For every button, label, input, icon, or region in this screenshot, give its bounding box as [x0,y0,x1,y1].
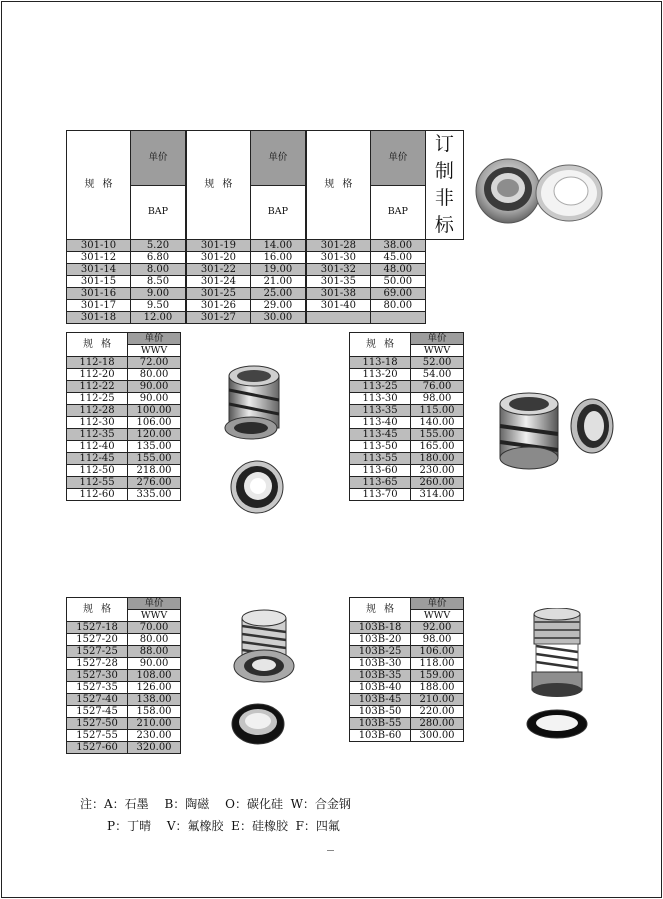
table-row [350,381,464,393]
spec-cell: 301-24 [186,276,250,288]
price-cell: 155.00 [128,453,181,465]
spec-cell: 113-40 [350,417,411,429]
price-cell: 52.00 [411,357,464,369]
price-cell: 210.00 [411,694,464,706]
table-row [350,369,464,381]
price-cell: 260.00 [411,477,464,489]
table-row [67,622,181,634]
spec-cell: 112-50 [67,465,128,477]
spec-header: 规格 [186,131,250,240]
unit-header: BAP [250,185,305,240]
price-table-112 [66,332,181,501]
price-cell: 8.50 [130,276,185,288]
table-row [350,453,464,465]
price-cell: 5.20 [130,240,185,252]
table-row [350,417,464,429]
spec-cell: 113-45 [350,429,411,441]
spec-header: 规格 [306,131,370,240]
spec-cell: 103B-55 [350,718,411,730]
table-row [67,489,181,501]
spec-cell: 1527-25 [67,646,128,658]
price-cell: 30.00 [250,312,305,324]
spec-cell: 301-19 [186,240,250,252]
table-row [350,694,464,706]
table-row [67,417,181,429]
spec-cell: 1527-40 [67,694,128,706]
spec-cell: 113-30 [350,393,411,405]
price-cell: 140.00 [411,417,464,429]
price-cell: 90.00 [128,658,181,670]
spec-cell: 301-18 [67,312,131,324]
spec-cell: 113-50 [350,441,411,453]
table-row [67,477,181,489]
price-header: 单价 [411,333,464,345]
table-row [67,276,464,288]
price-table-1527 [66,597,181,754]
spec-cell: 113-60 [350,465,411,477]
spec-cell: 1527-30 [67,670,128,682]
price-cell: 38.00 [370,240,425,252]
spec-cell: 103B-25 [350,646,411,658]
price-cell: 159.00 [411,670,464,682]
price-cell: 230.00 [128,730,181,742]
price-cell: 106.00 [411,646,464,658]
table-row [350,489,464,501]
price-cell: 155.00 [411,429,464,441]
price-header: 单价 [128,333,181,345]
table-row [350,465,464,477]
spec-cell: 113-55 [350,453,411,465]
price-header: 单价 [130,131,185,186]
price-cell: 276.00 [128,477,181,489]
spec-cell: 1527-35 [67,682,128,694]
spec-cell: 1527-60 [67,742,128,754]
price-cell [370,312,425,324]
seal-112-image [215,360,290,525]
price-cell: 220.00 [411,706,464,718]
seal-1527-image [228,608,303,753]
price-cell: 54.00 [411,369,464,381]
spec-cell: 301-10 [67,240,131,252]
price-cell: 165.00 [411,441,464,453]
spec-cell: 112-35 [67,429,128,441]
spec-cell: 301-35 [306,276,370,288]
table-row [67,429,181,441]
unit-header: BAP [130,185,185,240]
spec-cell: 112-55 [67,477,128,489]
price-cell: 98.00 [411,393,464,405]
spec-cell: 112-22 [67,381,128,393]
spec-cell: 301-16 [67,288,131,300]
spec-cell: 301-30 [306,252,370,264]
spec-cell: 301-15 [67,276,131,288]
material-note-line-2: P：丁晴 V：氟橡胶 E：硅橡胶 F：四氟 [107,819,340,833]
spec-cell: 1527-18 [67,622,128,634]
spec-cell: 103B-20 [350,634,411,646]
price-cell: 98.00 [411,634,464,646]
spec-cell: 301-32 [306,264,370,276]
table-row [67,312,464,324]
spec-cell: 112-45 [67,453,128,465]
table-row [67,240,464,252]
price-cell: 335.00 [128,489,181,501]
table-row [350,682,464,694]
table-row [350,706,464,718]
price-cell: 135.00 [128,441,181,453]
unit-header: WWV [411,345,464,357]
spec-cell: 103B-30 [350,658,411,670]
price-table-103b [349,597,464,742]
table-row [67,357,181,369]
spec-cell: 301-40 [306,300,370,312]
spec-cell: 103B-18 [350,622,411,634]
price-cell: 16.00 [250,252,305,264]
spec-cell: 1527-20 [67,634,128,646]
price-cell: 138.00 [128,694,181,706]
price-cell: 12.00 [130,312,185,324]
spec-cell: 301-14 [67,264,131,276]
price-table-113 [349,332,464,501]
spec-cell: 112-18 [67,357,128,369]
spec-cell: 112-20 [67,369,128,381]
table-row [67,634,181,646]
price-cell: 19.00 [250,264,305,276]
price-cell: 90.00 [128,393,181,405]
table-row [67,465,181,477]
table-row [67,381,181,393]
spec-cell: 103B-50 [350,706,411,718]
price-cell: 6.80 [130,252,185,264]
table-body [67,240,464,324]
price-cell: 100.00 [128,405,181,417]
price-cell: 69.00 [370,288,425,300]
seal-113-image [494,390,619,475]
table-row [350,634,464,646]
price-cell: 106.00 [128,417,181,429]
price-cell: 45.00 [370,252,425,264]
spec-cell [306,312,370,324]
unit-header: WWV [128,345,181,357]
spec-cell: 301-20 [186,252,250,264]
spec-cell: 103B-35 [350,670,411,682]
price-cell: 29.00 [250,300,305,312]
price-cell: 320.00 [128,742,181,754]
price-cell: 108.00 [128,670,181,682]
table-row [350,477,464,489]
price-header: 单价 [128,598,181,610]
price-cell: 25.00 [250,288,305,300]
table-row [67,264,464,276]
price-cell: 8.00 [130,264,185,276]
unit-header: WWV [411,610,464,622]
table-row [67,453,181,465]
spec-cell: 112-30 [67,417,128,429]
material-note-line-1: 注：A：石墨 B：陶磁 O：碳化硅 W：合金钢 [80,797,351,811]
spec-cell: 1527-50 [67,718,128,730]
table-body [350,622,464,742]
price-header: 单价 [250,131,305,186]
spec-cell: 113-25 [350,381,411,393]
table-row [67,682,181,694]
price-cell: 21.00 [250,276,305,288]
table-row [67,718,181,730]
table-row [67,646,181,658]
seal-103b-image [522,608,597,753]
price-cell: 9.00 [130,288,185,300]
page-mark [327,850,334,851]
price-cell: 80.00 [370,300,425,312]
price-cell: 80.00 [128,634,181,646]
table-row [67,300,464,312]
table-row [67,441,181,453]
table-row [350,429,464,441]
spec-cell: 113-18 [350,357,411,369]
table-body [350,357,464,501]
spec-cell: 113-35 [350,405,411,417]
price-cell: 218.00 [128,465,181,477]
spec-cell: 113-65 [350,477,411,489]
table-row [350,405,464,417]
price-cell: 72.00 [128,357,181,369]
custom-order-note: 订 制 非 标 [425,131,463,240]
price-cell: 300.00 [411,730,464,742]
spec-header: 规格 [67,598,128,622]
spec-cell: 301-25 [186,288,250,300]
price-header: 单价 [411,598,464,610]
spec-cell: 112-25 [67,393,128,405]
spec-cell: 103B-40 [350,682,411,694]
table-row [67,288,464,300]
spec-cell: 103B-60 [350,730,411,742]
spec-cell: 1527-55 [67,730,128,742]
table-body [67,357,181,501]
price-cell: 280.00 [411,718,464,730]
spec-header: 规格 [350,333,411,357]
price-table-301 [66,130,464,324]
price-cell: 314.00 [411,489,464,501]
spec-cell: 301-38 [306,288,370,300]
spec-cell: 103B-45 [350,694,411,706]
table-body [67,622,181,754]
spec-cell: 113-70 [350,489,411,501]
table-row [350,658,464,670]
price-cell: 50.00 [370,276,425,288]
spec-header: 规格 [350,598,411,622]
spec-cell: 301-22 [186,264,250,276]
spec-cell: 113-20 [350,369,411,381]
price-cell: 158.00 [128,706,181,718]
table-row [67,730,181,742]
price-cell: 188.00 [411,682,464,694]
unit-header: BAP [370,185,425,240]
table-row [67,393,181,405]
price-cell: 118.00 [411,658,464,670]
spec-cell: 301-28 [306,240,370,252]
price-cell: 120.00 [128,429,181,441]
table-row [67,706,181,718]
price-cell: 9.50 [130,300,185,312]
unit-header: WWV [128,610,181,622]
price-cell: 126.00 [128,682,181,694]
price-cell: 76.00 [411,381,464,393]
table-row [350,718,464,730]
spec-header: 规格 [67,131,131,240]
price-cell: 88.00 [128,646,181,658]
spec-cell: 301-27 [186,312,250,324]
price-cell: 180.00 [411,453,464,465]
spec-cell: 112-40 [67,441,128,453]
table-row [67,252,464,264]
table-row [350,670,464,682]
seal-301-image [472,155,607,225]
table-row [350,730,464,742]
table-row [350,646,464,658]
price-cell: 230.00 [411,465,464,477]
spec-cell: 112-28 [67,405,128,417]
table-row [67,670,181,682]
table-row [67,742,181,754]
price-cell: 115.00 [411,405,464,417]
price-cell: 80.00 [128,369,181,381]
table-row [67,694,181,706]
spec-cell: 112-60 [67,489,128,501]
price-header: 单价 [370,131,425,186]
price-cell: 48.00 [370,264,425,276]
price-cell: 90.00 [128,381,181,393]
table-row [67,405,181,417]
price-cell: 14.00 [250,240,305,252]
spec-cell: 301-12 [67,252,131,264]
table-row [350,441,464,453]
table-row [350,357,464,369]
spec-cell: 301-26 [186,300,250,312]
table-row [67,658,181,670]
spec-cell: 1527-45 [67,706,128,718]
table-row [350,393,464,405]
price-cell: 210.00 [128,718,181,730]
spec-cell: 1527-28 [67,658,128,670]
price-cell: 92.00 [411,622,464,634]
table-row [67,369,181,381]
table-row [350,622,464,634]
spec-cell: 301-17 [67,300,131,312]
price-cell: 70.00 [128,622,181,634]
spec-header: 规格 [67,333,128,357]
